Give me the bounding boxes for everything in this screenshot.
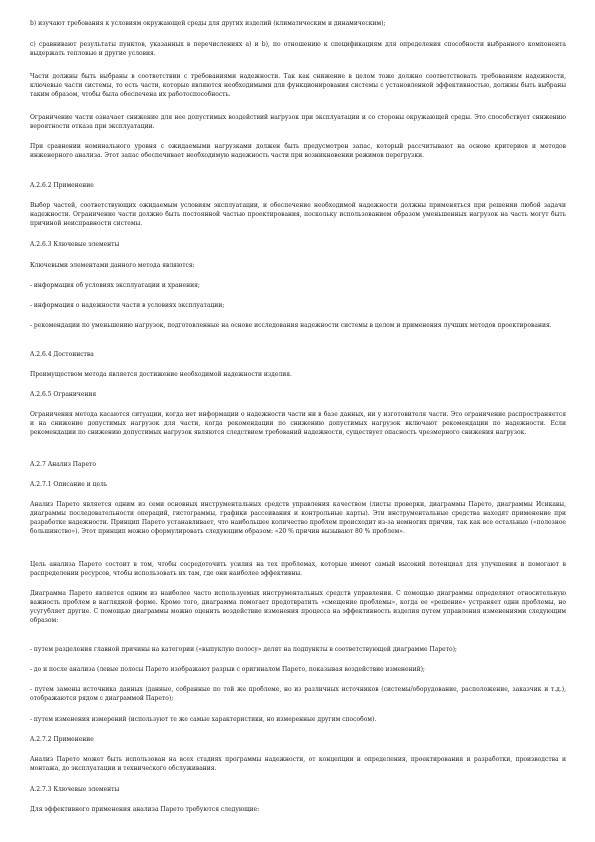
list-item-categories: - путем разделения главной причины на категории («выпуклую полосу» делят на подпункты в соответствующей диаграмме Парето); (30, 646, 457, 653)
section-heading-a-2-7-2: A.2.7.2 Применение (30, 736, 94, 743)
paragraph-pareto-application: Анализ Парето может быть использован на всех стадиях программы надежности, от концепции и определения, проектирования и разработки, производства и монтажа, до эксплуатации и технического обслуживания. (30, 756, 566, 772)
list-item-operating-info: - информация об условиях эксплуатации и хранения; (30, 282, 200, 289)
section-heading-a-2-7-1: A.2.7.1 Описание и цель (30, 481, 108, 488)
paragraph-limitations: Ограничения метода касаются ситуации, когда нет информации о надежности части ни в базе данных, ни у изготовителя части. Это ограничение распространяется и на снижение допустимых нагрузок для части, когда рекомендации по снижению допустимых нагрузок включают рекомендации по надежности. Если рекомендации по снижению допустимых нагрузок являются следствием требований надежности, существует опасность чрезмерного снижения нагрузок. (30, 411, 566, 436)
list-item-c: c) сравнивают результаты пунктов, указанных в перечислениях a) и b), по отношению к спецификациям для определения способности выбранного компонента выдержать тепловые и другие условия. (30, 41, 566, 57)
paragraph-application: Выбор частей, соответствующих ожидаемым условиям эксплуатации, и обеспечение необходимой надежности должны применяться при решении любой задачи надежности. Ограничение части должно быть постоянной частью проектирования, поскольку использованием образом уменьшенных нагрузок на часть могут быть причиной неисправности системы. (30, 202, 566, 227)
paragraph-pareto-diagram: Диаграмма Парето является одним из наиболее часто используемых инструментальных средств управления. С помощью диаграммы определяют относительную важность проблем в наглядной форме. Кроме того, диаграмма помогает предотвратить «смещение проблемы», когда ее «решение» устраняет одни проблемы, но усугубляет другие. С помощью диаграммы можно оценить воздействие изменения процесса на эффективность изделия путем управления изменениями следующим образом: (30, 590, 566, 624)
list-item-b: b) изучают требования к условиям окружающей среды для других изделий (климатическим и динамическим); (30, 20, 386, 27)
section-heading-a-2-6-2: A.2.6.2 Применение (30, 182, 94, 189)
section-heading-a-2-7-3: A.2.7.3 Ключевые элементы (30, 786, 120, 793)
paragraph-key-elements-intro: Ключевыми элементами данного метода являются: (30, 262, 195, 269)
paragraph-part-selection: Части должны быть выбраны в соответствии с требованиями надежности. Так как снижение в целом тоже должно соответствовать требованиям надежности, ключевые части системы, то есть части, которые являются необходимыми для функционирования системы с установленной эффективностью, должны быть выбраны таким образом, чтобы была обеспечена их работоспособность. (30, 73, 566, 98)
list-item-reliability-info: - информация о надежности части в условиях эксплуатации; (30, 302, 225, 309)
section-heading-a-2-7: A.2.7 Анализ Парето (30, 461, 96, 468)
paragraph-derating-definition: Ограничение части означает снижение для нее допустимых воздействий нагрузок при эксплуатации и со стороны окружающей среды. Это способствует снижению вероятности отказа при эксплуатации. (30, 114, 566, 130)
list-item-before-after: - до и после анализа (левые полосы Парето изображают разрыв с оригиналом Парето, показывая воздействие изменений); (30, 666, 425, 673)
paragraph-advantages: Преимуществом метода является достижение необходимой надежности изделия. (30, 371, 292, 378)
list-item-measurement-change: - путем изменения измерений (используют те же самые характеристики, но измеренные другим способом). (30, 716, 377, 723)
paragraph-pareto-description: Анализ Парето является одним из семи основных инструментальных средств управления качеством (листы проверки, диаграммы Парето, диаграммы Исикавы, диаграммы последовательности операций, гистограммы, графики рассеивания и контрольные карты). Эти инструментальные средства находят применение при разработке надежности. Принцип Парето устанавливает, что наибольшее количество проблем происходит из-за немногих причин, так как все остальные («полезное большинство»). Этот принцип можно сформулировать следующим образом: «20 % причин вызывают 80 % проблем». (30, 501, 566, 535)
section-heading-a-2-6-3: A.2.6.3 Ключевые элементы (30, 241, 120, 248)
paragraph-pareto-requirements: Для эффективного применения анализа Парето требуются следующие: (30, 806, 260, 813)
paragraph-pareto-purpose: Цель анализа Парето состоит в том, чтобы сосредоточить усилия на тех проблемах, которые имеют самый высокий потенциал для улучшения и помогают в распределении ресурсов, чтобы использовать их там, где они наиболее эффективны. (30, 561, 566, 577)
list-item-derating-recommendations: - рекомендации по уменьшению нагрузок, подготовленные на основе исследования надежности системы в целом и применения лучших методов проектирования. (30, 322, 552, 329)
list-item-data-source: - путем замены источника данных (данные, собранные по той же проблеме, но из различных источников (системы/оборудование, расположение, заказчик и т.д.), отображаются рядом с диаграммой Парето); (30, 686, 566, 702)
section-heading-a-2-6-4: A.2.6.4 Достоинства (30, 351, 94, 358)
paragraph-safety-margin: При сравнении номинального уровня с ожидаемыми нагрузками должен быть предусмотрен запас, который рассчитывают на основе критериев и методов инженерного анализа. Этот запас обеспечивает необходимую надежность части при возникновении режимов перегрузки. (30, 143, 566, 159)
section-heading-a-2-6-5: A.2.6.5 Ограничения (30, 391, 97, 398)
